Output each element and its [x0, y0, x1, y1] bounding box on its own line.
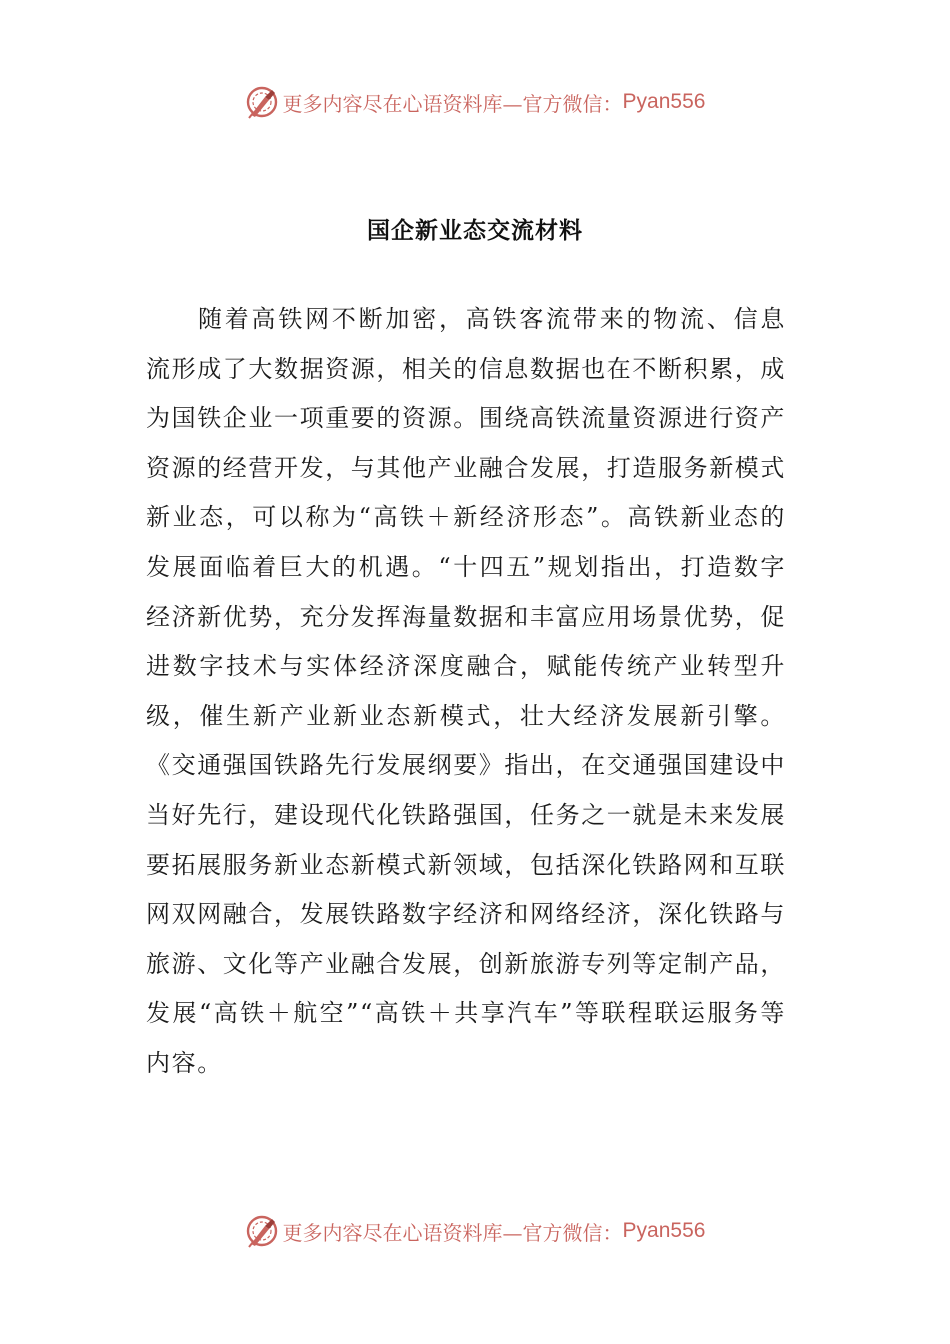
document-title: 国企新业态交流材料 [367, 218, 583, 244]
pen-logo-icon [245, 1214, 279, 1248]
banner-text: 更多内容尽在心语资料库—官方微信： [282, 91, 623, 116]
header-banner [0, 82, 950, 122]
document-paragraph: 随着高铁网不断加密，高铁客流带来的物流、信息流形成了大数据资源，相关的信息数据也在不断积累，成为国铁企业一项重要的资源。围绕高铁流量资源进行资产资源的经营开发，与其他产业融合发展，打造服务新模式新业态，可以称为“高铁＋新经济形态”。高铁新业态的发展面临着巨大的机遇。“十四五”规划指出，打造数字经济新优势，充分发挥海量数据和丰富应用场景优势，促进数字技术与实体经济深度融合，赋能传统产业转型升级，催生新产业新业态新模式，壮大经济发展新引擎。《交通强国铁路先行发展纲要》指出，在交通强国建设中当好先行，建设现代化铁路强国，任务之一就是未来发展要拓展服务新业态新模式新领域，包括深化铁路网和互联网双网融合，发展铁路数字经济和网络经济，深化铁路与旅游、文化等产业融合发展，创新旅游专列等定制产品，发展“高铁＋航空”“高铁＋共享汽车”等联程联运服务等内容。 [146, 305, 786, 1077]
pen-logo-icon [245, 85, 279, 119]
banner-wechat-handle: Pyan556 [622, 90, 706, 113]
banner-wechat-handle: Pyan556 [622, 1219, 706, 1242]
footer-banner [0, 1211, 950, 1251]
banner-text: 更多内容尽在心语资料库—官方微信： [282, 1220, 623, 1245]
